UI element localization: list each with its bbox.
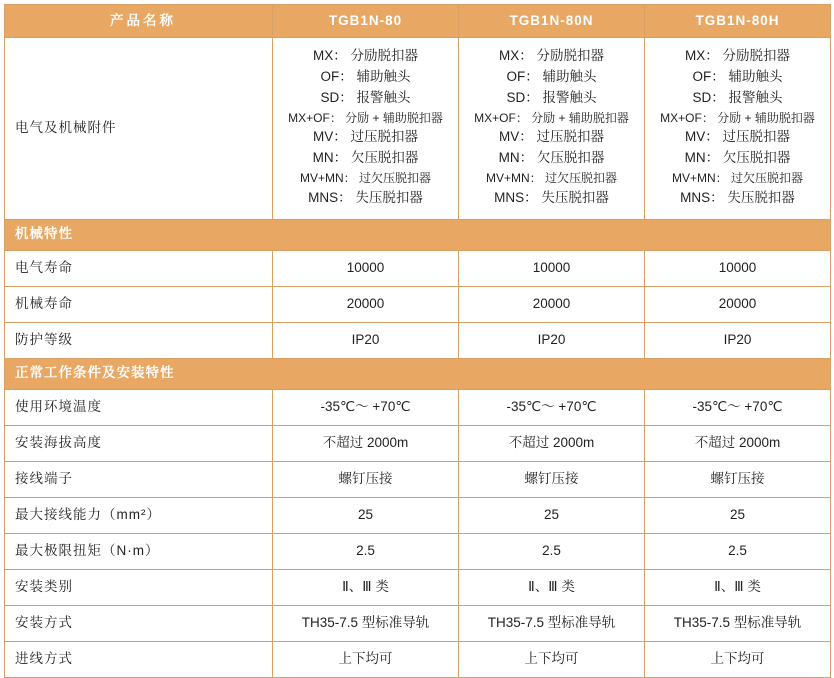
row-value: IP20 (459, 322, 645, 358)
row-label: 防护等级 (5, 322, 273, 358)
row-value: 20000 (645, 286, 831, 322)
table-row (5, 286, 831, 322)
row-value: 2.5 (459, 533, 645, 569)
header-product-name: 产品名称 (5, 5, 273, 38)
accessory-line: MX+OF： 分励 + 辅助脱扣器 (288, 110, 443, 125)
section-title: 正常工作条件及安装特性 (5, 358, 831, 389)
accessories-row (5, 38, 831, 220)
row-value: -35℃～ +70℃ (459, 389, 645, 425)
header-model-2: TGB1N-80N (459, 5, 645, 38)
accessory-line: MNS： 失压脱扣器 (494, 189, 609, 205)
row-value: 螺钉压接 (273, 461, 459, 497)
accessory-line: MV+MN： 过欠压脱扣器 (671, 171, 803, 186)
row-value: 螺钉压接 (645, 461, 831, 497)
row-value: 10000 (645, 250, 831, 286)
accessories-col-1 (273, 38, 459, 220)
table-row (5, 461, 831, 497)
row-value: 不超过 2000m (645, 425, 831, 461)
section-title: 机械特性 (5, 219, 831, 250)
row-value: 不超过 2000m (459, 425, 645, 461)
accessory-line: OF： 辅助触头 (506, 68, 597, 84)
header-model-1: TGB1N-80 (273, 5, 459, 38)
accessory-line: MX： 分励脱扣器 (498, 48, 604, 63)
accessory-line: MV+MN： 过欠压脱扣器 (299, 171, 431, 186)
row-value: 2.5 (273, 533, 459, 569)
accessory-line: MN： 欠压脱扣器 (312, 150, 419, 166)
row-value: IP20 (645, 322, 831, 358)
row-label: 安装海拔高度 (5, 425, 273, 461)
row-value: -35℃～ +70℃ (273, 389, 459, 425)
accessory-line: MN： 欠压脱扣器 (498, 150, 605, 166)
row-value: 20000 (273, 286, 459, 322)
row-value: 2.5 (645, 533, 831, 569)
table-row (5, 641, 831, 677)
product-spec-table (4, 4, 831, 678)
row-value: 25 (645, 497, 831, 533)
row-label: 接线端子 (5, 461, 273, 497)
row-value: -35℃～ +70℃ (645, 389, 831, 425)
section-header-operating-conditions (5, 358, 831, 389)
row-value: 10000 (459, 250, 645, 286)
row-value: 上下均可 (459, 641, 645, 677)
accessory-line: MV： 过压脱扣器 (312, 129, 418, 145)
accessory-line: MV+MN： 过欠压脱扣器 (485, 171, 617, 186)
table-row (5, 497, 831, 533)
row-label: 进线方式 (5, 641, 273, 677)
accessory-line: MX+OF： 分励 + 辅助脱扣器 (474, 110, 629, 125)
row-value: 20000 (459, 286, 645, 322)
accessory-line: MNS： 失压脱扣器 (308, 189, 423, 205)
table-row (5, 322, 831, 358)
table-row (5, 533, 831, 569)
table-row (5, 605, 831, 641)
row-value: Ⅱ、Ⅲ 类 (273, 569, 459, 605)
table-header-row (5, 5, 831, 38)
table-row (5, 250, 831, 286)
accessories-label: 电气及机械附件 (5, 38, 273, 220)
row-label: 使用环境温度 (5, 389, 273, 425)
accessory-line: OF： 辅助触头 (320, 68, 411, 84)
accessories-col-3 (645, 38, 831, 220)
table-row (5, 569, 831, 605)
row-value: 螺钉压接 (459, 461, 645, 497)
row-value: 不超过 2000m (273, 425, 459, 461)
row-value: 上下均可 (645, 641, 831, 677)
row-value: TH35-7.5 型标准导轨 (645, 605, 831, 641)
accessory-line: MN： 欠压脱扣器 (684, 150, 791, 166)
row-label: 安装方式 (5, 605, 273, 641)
accessory-line: MV： 过压脱扣器 (498, 129, 604, 145)
row-label: 最大接线能力（mm²） (5, 497, 273, 533)
row-label: 电气寿命 (5, 250, 273, 286)
accessory-line: SD： 报警触头 (320, 89, 411, 105)
accessory-line: MX： 分励脱扣器 (684, 48, 790, 63)
row-label: 机械寿命 (5, 286, 273, 322)
row-value: 上下均可 (273, 641, 459, 677)
accessory-line: SD： 报警触头 (506, 89, 597, 105)
row-value: 25 (459, 497, 645, 533)
accessory-line: MX+OF： 分励 + 辅助脱扣器 (660, 110, 815, 125)
accessory-line: MV： 过压脱扣器 (684, 129, 790, 145)
row-value: Ⅱ、Ⅲ 类 (645, 569, 831, 605)
accessory-line: OF： 辅助触头 (692, 68, 783, 84)
table-row (5, 389, 831, 425)
row-value: TH35-7.5 型标准导轨 (273, 605, 459, 641)
accessory-line: MNS： 失压脱扣器 (680, 189, 795, 205)
table-row (5, 425, 831, 461)
row-label: 安装类别 (5, 569, 273, 605)
row-label: 最大极限扭矩（N·m） (5, 533, 273, 569)
accessory-line: MX： 分励脱扣器 (312, 48, 418, 63)
row-value: 25 (273, 497, 459, 533)
header-model-3: TGB1N-80H (645, 5, 831, 38)
section-header-mechanical (5, 219, 831, 250)
row-value: IP20 (273, 322, 459, 358)
accessory-line: SD： 报警触头 (692, 89, 783, 105)
row-value: Ⅱ、Ⅲ 类 (459, 569, 645, 605)
row-value: TH35-7.5 型标准导轨 (459, 605, 645, 641)
accessories-col-2 (459, 38, 645, 220)
row-value: 10000 (273, 250, 459, 286)
